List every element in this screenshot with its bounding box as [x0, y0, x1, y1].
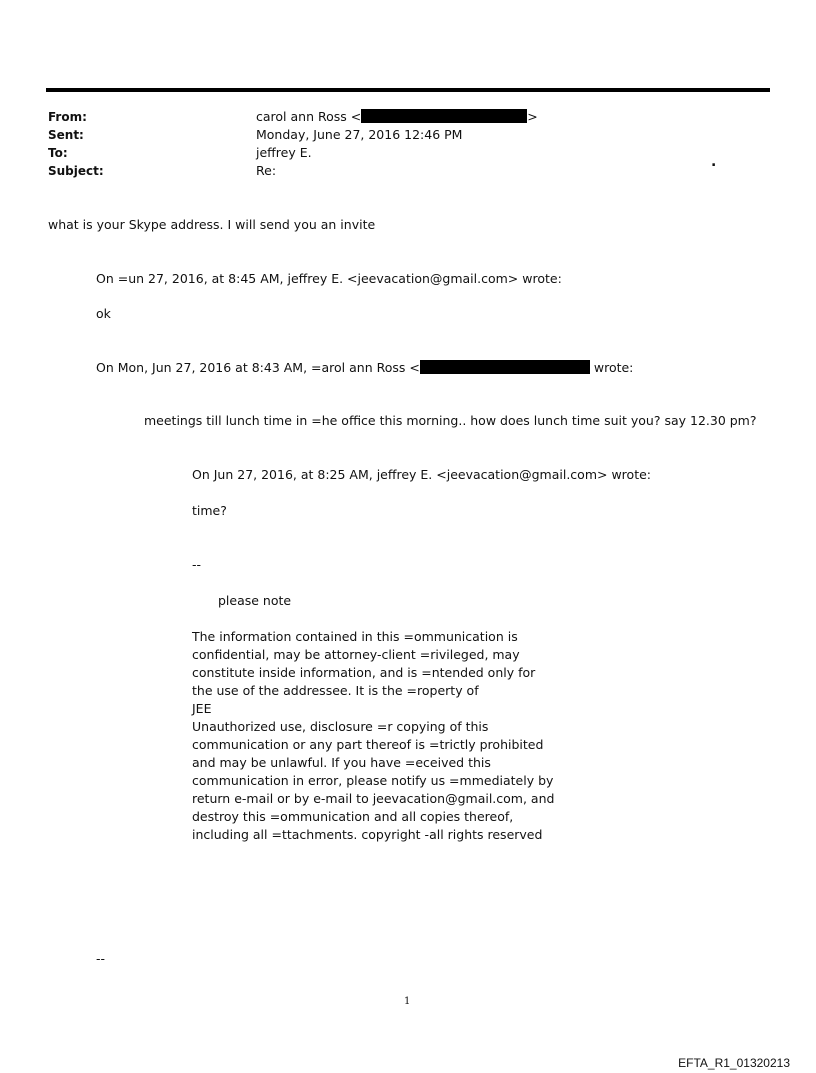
to-label: To: [48, 146, 68, 160]
disclaimer-line: JEE [192, 701, 212, 716]
bottom-dash: -- [96, 951, 106, 966]
disclaimer-line: Unauthorized use, disclosure =r copying of this [192, 719, 489, 734]
page-number: 1 [404, 996, 411, 1007]
disclaimer-line: communication in error, please notify us =mmediately by [192, 773, 554, 788]
sent-label: Sent: [48, 128, 84, 142]
disclaimer-line: The information contained in this =ommunication is [192, 629, 518, 644]
redaction-box [420, 360, 590, 374]
from-open-bracket: < [350, 109, 362, 124]
redaction-box [361, 109, 527, 123]
disclaimer-block [192, 628, 554, 844]
quote2-attribution-prefix: On Mon, Jun 27, 2016 at 8:43 AM, =arol ann Ross [96, 360, 406, 375]
disclaimer-line: constitute inside information, and is =ntended only for [192, 665, 536, 680]
reply-text: what is your Skype address. I will send you an invite [48, 217, 376, 232]
from-label: From: [48, 110, 87, 124]
document-id: EFTA_R1_01320213 [678, 1056, 790, 1070]
from-name: carol ann Ross [256, 109, 347, 124]
please-note: please note [218, 593, 292, 608]
stray-mark: . [711, 154, 717, 170]
quote2-text: meetings till lunch time in =he office this morning.. how does lunch time suit you? say 12.30 pm? [144, 413, 757, 428]
disclaimer-line: communication or any part thereof is =trictly prohibited [192, 737, 544, 752]
header-rule [46, 88, 770, 92]
from-close-bracket: > [527, 109, 538, 124]
quote3-attribution: On Jun 27, 2016, at 8:25 AM, jeffrey E. <jeevacation@gmail.com> wrote: [192, 467, 651, 482]
sent-value: Monday, June 27, 2016 12:46 PM [256, 127, 463, 142]
disclaimer-line: confidential, may be attorney-client =rivileged, may [192, 647, 520, 662]
disclaimer-line: return e-mail or by e-mail to jeevacation@gmail.com, and [192, 791, 555, 806]
disclaimer-line: including all =ttachments. copyright -all rights reserved [192, 827, 543, 842]
signature-dash: -- [192, 557, 202, 572]
quote2-attribution-suffix: wrote: [593, 360, 634, 375]
disclaimer-line: and may be unlawful. If you have =eceived this [192, 755, 491, 770]
to-value: jeffrey E. [256, 145, 312, 160]
quote3-text: time? [192, 503, 227, 518]
subject-value: Re: [256, 163, 277, 178]
quote2-open-bracket: < [409, 360, 420, 375]
subject-label: Subject: [48, 164, 104, 178]
disclaimer-line: destroy this =ommunication and all copies thereof, [192, 809, 514, 824]
quote1-text: ok [96, 306, 111, 321]
quote1-attribution: On =un 27, 2016, at 8:45 AM, jeffrey E. <jeevacation@gmail.com> wrote: [96, 271, 562, 286]
from-value [256, 109, 538, 125]
disclaimer-line: the use of the addressee. It is the =roperty of [192, 683, 479, 698]
quote2-attribution [96, 360, 633, 376]
